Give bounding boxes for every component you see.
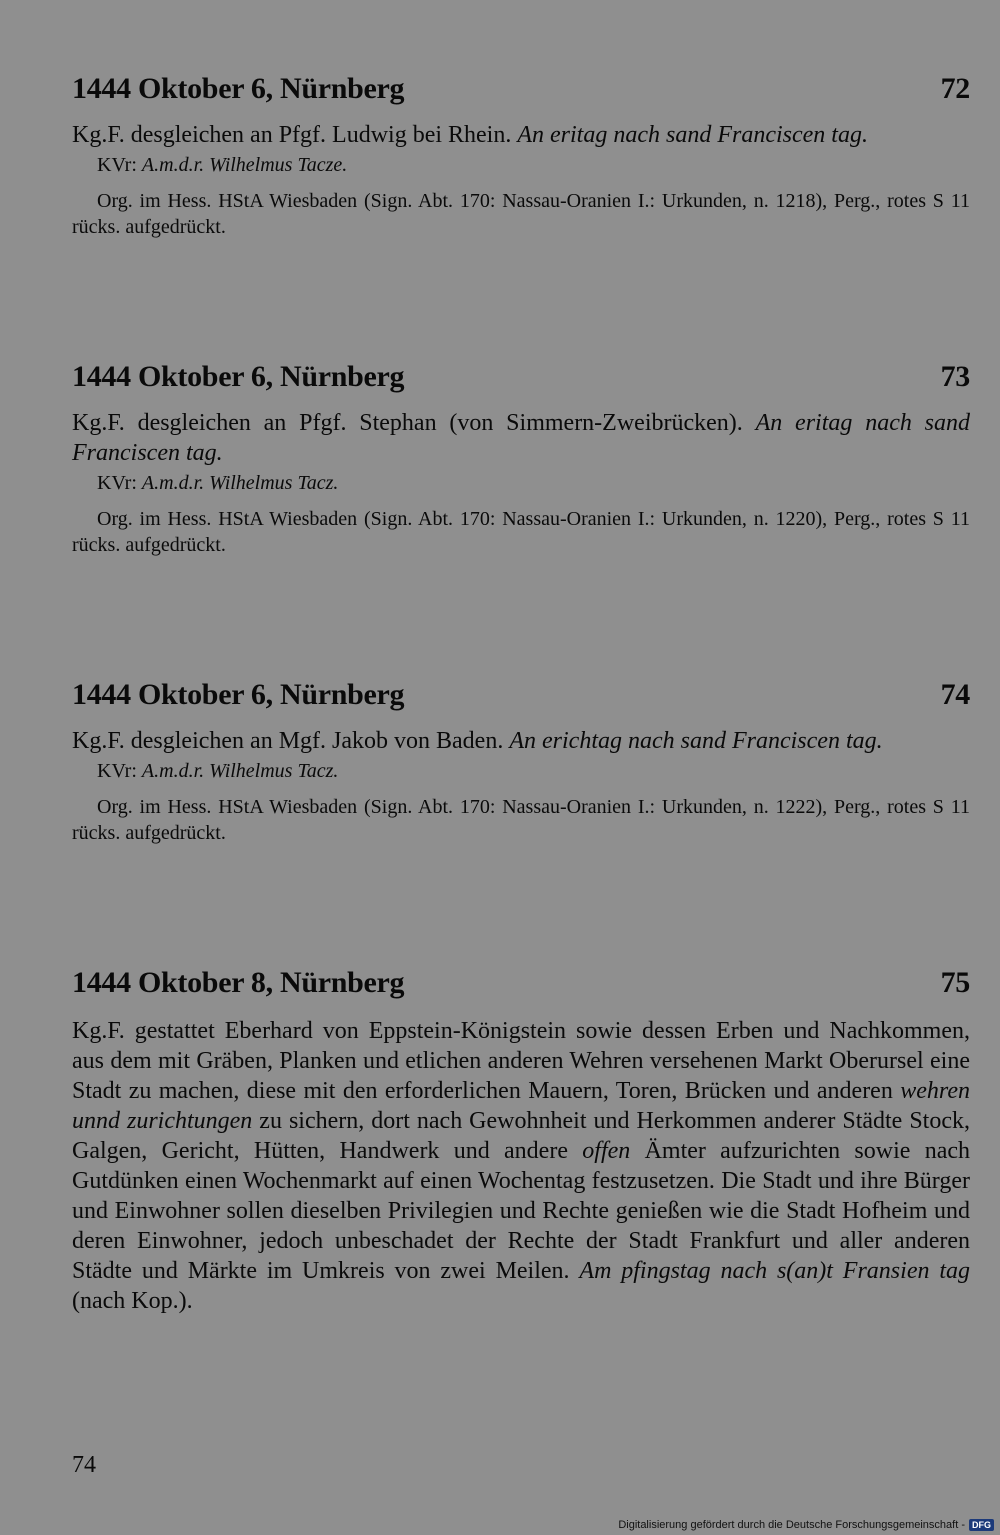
kvr-note <box>72 152 970 178</box>
entry-number: 75 <box>940 966 970 999</box>
entry-summary <box>72 1016 970 1316</box>
entry-74 <box>72 678 970 846</box>
kvr-note <box>72 470 970 496</box>
summary-quote: offen <box>582 1138 631 1164</box>
kvr-label: KVr: <box>97 154 142 176</box>
entry-heading <box>72 360 970 394</box>
summary-text: (nach Kop.). <box>72 1288 193 1314</box>
kvr-text: A.m.d.r. Wilhelmus Tacze. <box>141 154 348 176</box>
entry-number: 74 <box>940 678 970 711</box>
footer-credit <box>618 1519 994 1531</box>
entry-summary <box>72 726 970 756</box>
summary-text: Kg.F. desgleichen an Pfgf. Stephan (von Simmern-Zweibrücken). <box>72 410 756 436</box>
entry-heading <box>72 678 970 712</box>
summary-quote: An eritag nach sand Franciscen tag. <box>517 122 868 148</box>
summary-text: Kg.F. desgleichen an Mgf. Jakob von Baden. <box>72 728 510 754</box>
entry-summary <box>72 120 970 150</box>
entry-heading <box>72 966 970 1000</box>
entry-date-place: 1444 Oktober 6, Nürnberg <box>72 72 405 105</box>
kvr-label: KVr: <box>97 472 142 494</box>
kvr-text: A.m.d.r. Wilhelmus Tacz. <box>141 472 339 494</box>
dfg-logo-icon: DFG <box>969 1519 994 1531</box>
page-number: 74 <box>72 1452 96 1478</box>
summary-text: zu sichern, dort nach Gewohnheit und Herkommen anderer Städte Stock, Galgen, Gericht, Hütten, Handwerk und andere <box>72 1108 970 1164</box>
source-note: Org. im Hess. HStA Wiesbaden (Sign. Abt. 170: Nassau-Oranien I.: Urkunden, n. 1220), Perg., rotes S 11 rücks. aufgedrückt. <box>72 508 970 556</box>
summary-text: Kg.F. gestattet Eberhard von Eppstein-Königstein sowie dessen Erben und Nachkommen, aus dem mit Gräben, Planken und etlichen anderen Wehren versehenen Markt Oberursel eine Stadt zu machen, diese mit den erforderlichen Mauern, Toren, Brücken und anderen <box>72 1018 970 1104</box>
summary-quote: An erichtag nach sand Franciscen tag. <box>509 728 883 754</box>
entry-number: 73 <box>940 360 970 393</box>
entry-date-place: 1444 Oktober 6, Nürnberg <box>72 678 405 711</box>
kvr-text: A.m.d.r. Wilhelmus Tacz. <box>141 760 339 782</box>
summary-quote: wehren unnd zurichtungen <box>72 1078 970 1134</box>
summary-text: Ämter aufzurichten sowie nach Gutdünken einen Wochenmarkt auf einen Wochentag festzusetzen. Die Stadt und ihre Bürger und Einwohner sollen dieselben Privilegien und Rechte genießen wie die Stadt Hofheim und deren Einwohner, jedoch unbeschadet der Rechte der Stadt Frankfurt und aller anderen Städte und Märkte im Umkreis von zwei Meilen. <box>72 1138 971 1284</box>
source-note: Org. im Hess. HStA Wiesbaden (Sign. Abt. 170: Nassau-Oranien I.: Urkunden, n. 1222), Perg., rotes S 11 rücks. aufgedrückt. <box>72 796 970 844</box>
source-note: Org. im Hess. HStA Wiesbaden (Sign. Abt. 170: Nassau-Oranien I.: Urkunden, n. 1218), Perg., rotes S 11 rücks. aufgedrückt. <box>72 190 970 238</box>
entry-73 <box>72 360 970 558</box>
kvr-label: KVr: <box>97 760 142 782</box>
footer-text: Digitalisierung gefördert durch die Deutsche Forschungsgemeinschaft - <box>618 1519 965 1531</box>
entry-date-place: 1444 Oktober 6, Nürnberg <box>72 360 405 393</box>
summary-quote: Am pfingstag nach s(an)t Fransien tag <box>579 1258 970 1284</box>
entry-number: 72 <box>940 72 970 105</box>
entry-date-place: 1444 Oktober 8, Nürnberg <box>72 966 405 999</box>
entry-75 <box>72 966 970 1316</box>
kvr-note <box>72 758 970 784</box>
entry-72 <box>72 72 970 240</box>
summary-quote: An eritag nach sand Franciscen tag. <box>72 410 970 466</box>
entry-summary <box>72 408 970 468</box>
entry-heading <box>72 72 970 106</box>
summary-text: Kg.F. desgleichen an Pfgf. Ludwig bei Rhein. <box>72 122 518 148</box>
